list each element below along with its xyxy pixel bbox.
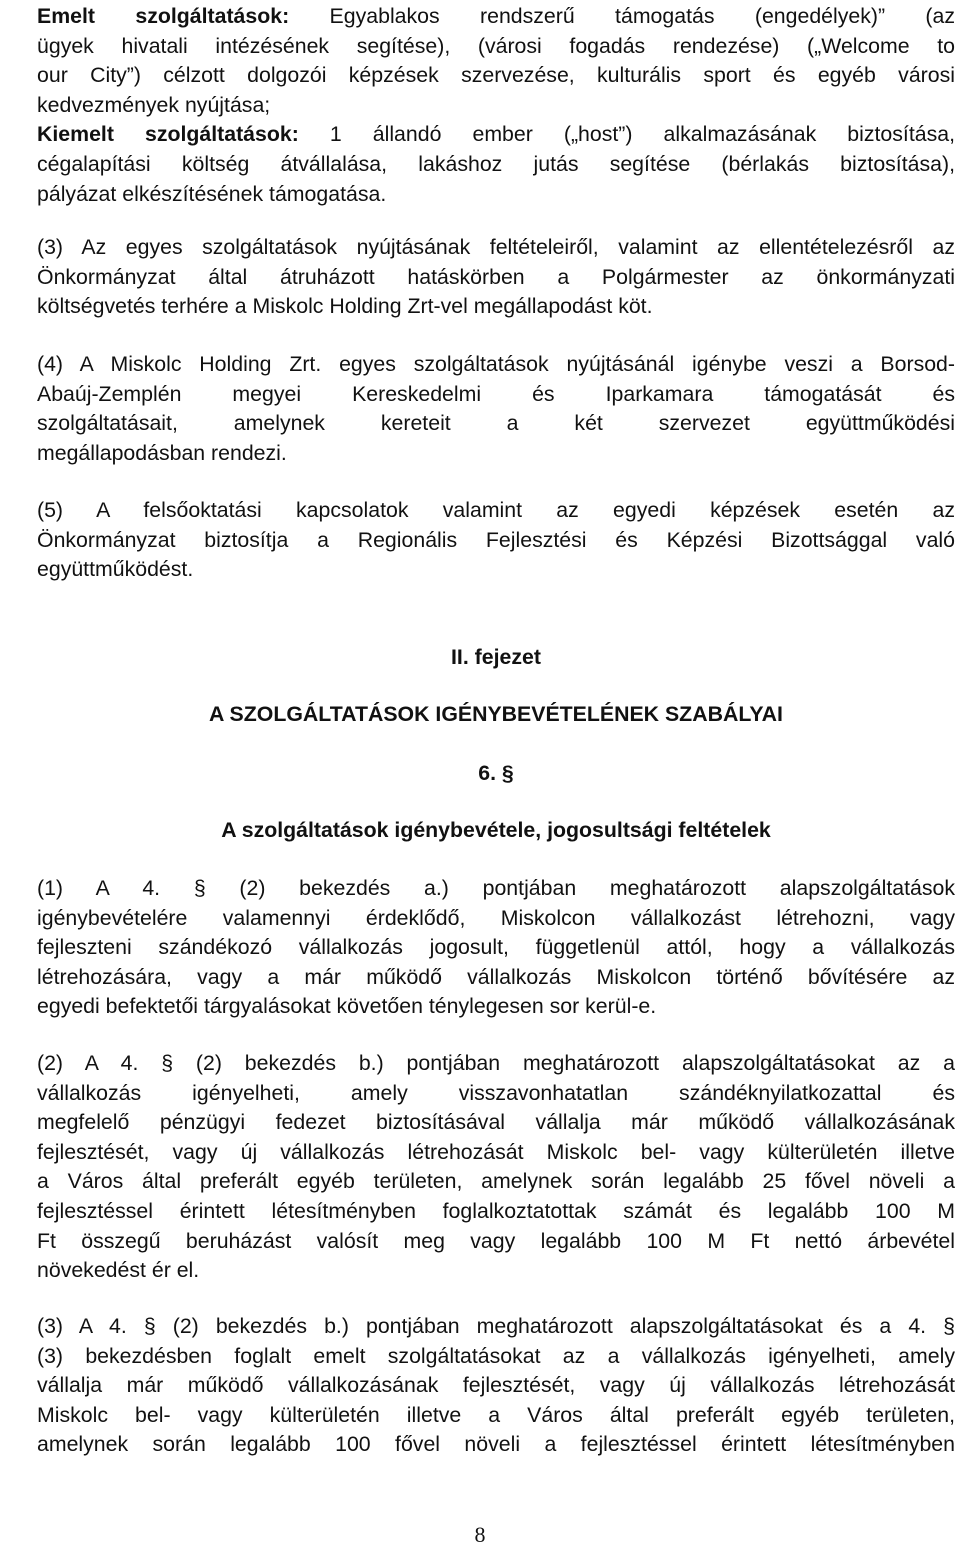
section-6-paragraph-3 — [37, 1312, 955, 1460]
text-line: megfelelő pénzügyi fedezet biztosításával vállalja már működő vállalkozásának — [37, 1110, 955, 1135]
text-line: szolgáltatásait, amelynek kereteit a két szervezet együttműködési — [37, 411, 955, 436]
section-6-paragraph-2 — [37, 1049, 955, 1286]
text-line: vállalja már működő vállalkozásának fejlesztését, vagy új vállalkozás létrehozását — [37, 1373, 955, 1398]
text-line: (1) A 4. § (2) bekezdés a.) pontjában meghatározott alapszolgáltatások — [37, 876, 955, 900]
text-line: (5) A felsőoktatási kapcsolatok valamint az egyedi képzések esetén az — [37, 498, 955, 522]
term-text: Egyablakos rendszerű támogatás (engedélyek)” (az — [289, 4, 955, 28]
text-line: fejlesztését, vagy új vállalkozás létrehozását Miskolc bel- vagy külterületén illetve — [37, 1139, 955, 1164]
term-label: Kiemelt szolgáltatások: — [37, 122, 299, 147]
text-line: (3) A 4. § (2) bekezdés b.) pontjában meghatározott alapszolgáltatásokat és a 4. § — [37, 1314, 955, 1338]
section-title: A szolgáltatások igénybevétele, jogosultsági feltételek — [221, 818, 771, 842]
section-number: 6. § — [478, 761, 514, 785]
text-line: Miskolc bel- vagy külterületén illetve a Város által preferált egyéb területen, — [37, 1402, 955, 1427]
text-line — [37, 32, 955, 62]
paragraph-4 — [37, 350, 955, 468]
text-line: Abaúj-Zemplén megyei Kereskedelmi és Iparkamara támogatását és — [37, 381, 955, 406]
text-line — [37, 180, 955, 210]
text-line: együttműködést. — [37, 557, 194, 582]
chapter-heading: II. fejezet — [451, 645, 541, 669]
term-text: pályázat elkészítésének támogatása. — [37, 181, 387, 206]
term-text: our City”) célzott dolgozói képzések szervezése, kulturális sport és egyéb városi — [37, 63, 955, 88]
text-line: Ft összegű beruházást valósít meg vagy legalább 100 M Ft nettó árbevétel — [37, 1228, 955, 1253]
term-text: ügyek hivatali intézésének segítése), (városi fogadás rendezése) („Welcome to — [37, 33, 955, 58]
text-line: Önkormányzat biztosítja a Regionális Fejlesztési és Képzési Bizottsággal való — [37, 527, 955, 552]
section-6-paragraph-1 — [37, 874, 955, 1022]
text-line — [37, 120, 955, 150]
page-number: 8 — [474, 1522, 486, 1547]
text-line: fejlesztéssel érintett létesítményben foglalkoztatottak számát és legalább 100 M — [37, 1198, 955, 1223]
term-label: Emelt szolgáltatások: — [37, 4, 290, 28]
text-line — [37, 91, 955, 121]
chapter-title: A SZOLGÁLTATÁSOK IGÉNYBEVÉTELÉNEK SZABÁLYAI — [209, 702, 783, 726]
paragraph-3 — [37, 233, 955, 322]
text-line: (3) Az egyes szolgáltatások nyújtásának feltételeiről, valamint az ellentételezésről az — [37, 235, 955, 259]
text-line: vállalkozás igényelheti, amely visszavonhatatlan szándéknyilatkozattal és — [37, 1080, 955, 1105]
text-line: igénybevételére valamennyi érdeklődő, Miskolcon vállalkozást létrehozni, vagy — [37, 905, 955, 930]
text-line: fejleszteni szándékozó vállalkozás jogosult, függetlenül attól, hogy a vállalkozás — [37, 935, 955, 960]
services-definition-block — [37, 2, 955, 209]
text-line: (2) A 4. § (2) bekezdés b.) pontjában meghatározott alapszolgáltatásokat az a — [37, 1051, 955, 1075]
text-line: (4) A Miskolc Holding Zrt. egyes szolgáltatások nyújtásánál igénybe veszi a Borsod- — [37, 352, 955, 376]
text-line: amelynek során legalább 100 fővel növeli a fejlesztéssel érintett létesítményben — [37, 1432, 955, 1457]
text-line: növekedést ér el. — [37, 1258, 200, 1283]
text-line: egyedi befektetői tárgyalásokat követően ténylegesen sor kerül-e. — [37, 994, 657, 1019]
paragraph-5 — [37, 496, 955, 585]
text-line — [37, 61, 955, 91]
text-line: a Város által preferált egyéb területen, amelynek során legalább 25 fővel növeli a — [37, 1169, 955, 1194]
text-line — [37, 150, 955, 180]
term-text: kedvezmények nyújtása; — [37, 92, 271, 117]
text-line: (3) bekezdésben foglalt emelt szolgáltatásokat az a vállalkozás igényelheti, amely — [37, 1343, 955, 1368]
text-line: létrehozására, vagy a már működő vállalkozás Miskolcon történő bővítésére az — [37, 964, 955, 989]
term-text: cégalapítási költség átvállalása, lakáshoz jutás segítése (bérlakás biztosítása), — [37, 151, 955, 176]
term-text: 1 állandó ember („host”) alkalmazásának biztosítása, — [298, 122, 955, 147]
text-line: megállapodásban rendezi. — [37, 440, 287, 465]
text-line: Önkormányzat által átruházott hatáskörben a Polgármester az önkormányzati — [37, 264, 955, 289]
text-line: költségvetés terhére a Miskolc Holding Zrt-vel megállapodást köt. — [37, 294, 653, 319]
text-line — [37, 2, 955, 32]
